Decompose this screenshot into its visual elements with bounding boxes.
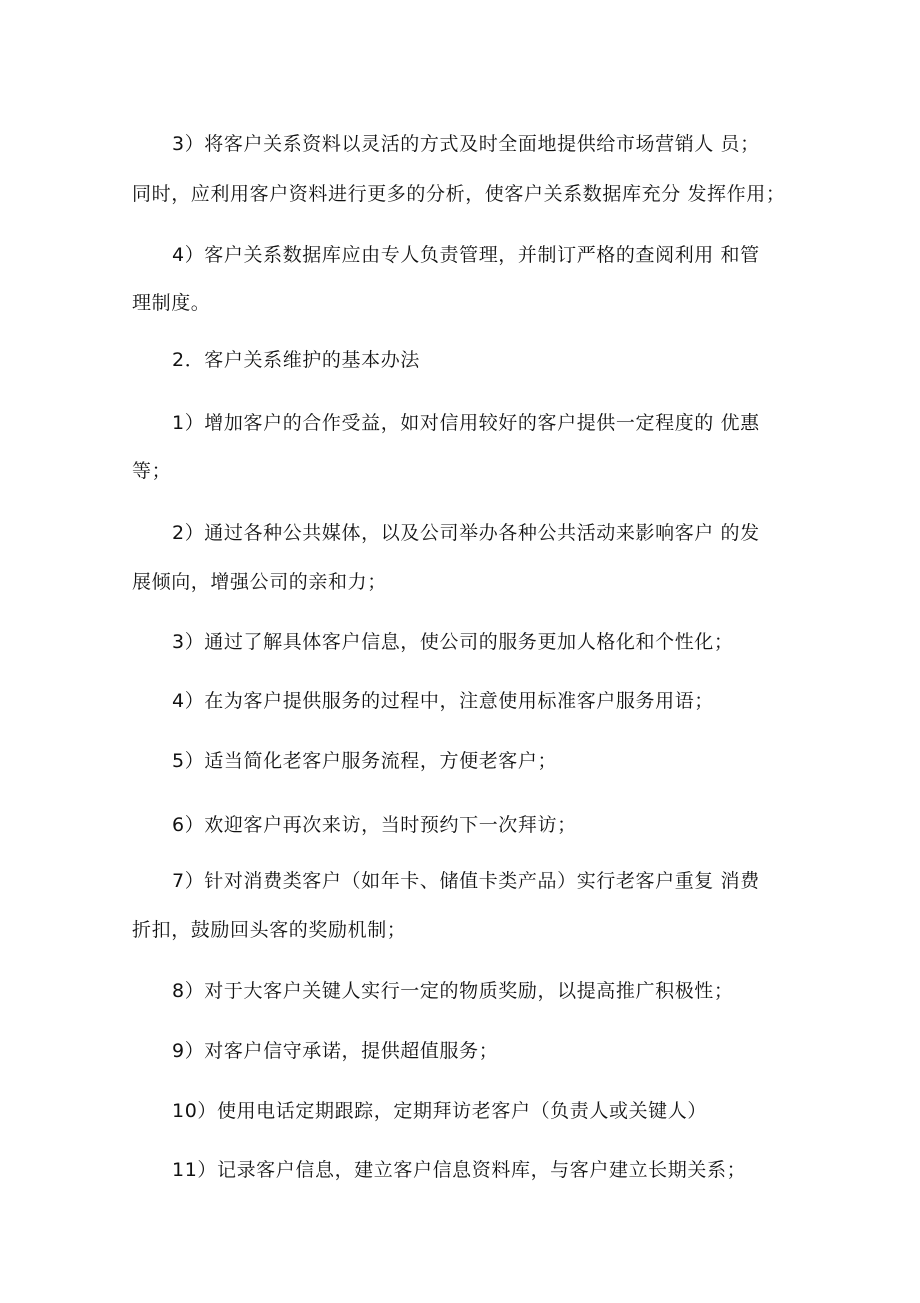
paragraph-line: 展倾向，增强公司的亲和力； <box>132 571 387 593</box>
section-heading: 2．客户关系维护的基本办法 <box>172 349 420 371</box>
paragraph-line: 2）通过各种公共媒体，以及公司举办各种公共活动来影响客户 的发 <box>172 522 760 544</box>
paragraph-line: 折扣，鼓励回头客的奖励机制； <box>132 919 407 941</box>
paragraph-line: 10）使用电话定期跟踪，定期拜访老客户（负责人或关键人） <box>172 1100 707 1122</box>
paragraph-line: 理制度。 <box>132 292 211 314</box>
paragraph-line: 4）在为客户提供服务的过程中，注意使用标准客户服务用语； <box>172 690 714 712</box>
paragraph-line: 等； <box>132 460 172 482</box>
paragraph-line: 5）适当简化老客户服务流程，方便老客户； <box>172 750 558 772</box>
paragraph-line: 4）客户关系数据库应由专人负责管理，并制订严格的查阅利用 和管 <box>172 244 760 266</box>
paragraph-line: 3）通过了解具体客户信息，使公司的服务更加人格化和个性化； <box>172 631 734 653</box>
paragraph-line: 8）对于大客户关键人实行一定的物质奖励，以提高推广积极性； <box>172 980 734 1002</box>
paragraph-line: 6）欢迎客户再次来访，当时预约下一次拜访； <box>172 814 577 836</box>
paragraph-line: 7）针对消费类客户（如年卡、储值卡类产品）实行老客户重复 消费 <box>172 870 760 892</box>
paragraph-line: 1）增加客户的合作受益，如对信用较好的客户提供一定程度的 优惠 <box>172 412 760 434</box>
paragraph-line: 同时，应利用客户资料进行更多的分析，使客户关系数据库充分 发挥作用； <box>132 183 786 205</box>
paragraph-line: 9）对客户信守承诺，提供超值服务； <box>172 1040 499 1062</box>
paragraph-line: 3）将客户关系资料以灵活的方式及时全面地提供给市场营销人 员； <box>172 133 760 155</box>
paragraph-line: 11）记录客户信息，建立客户信息资料库，与客户建立长期关系； <box>172 1159 747 1181</box>
